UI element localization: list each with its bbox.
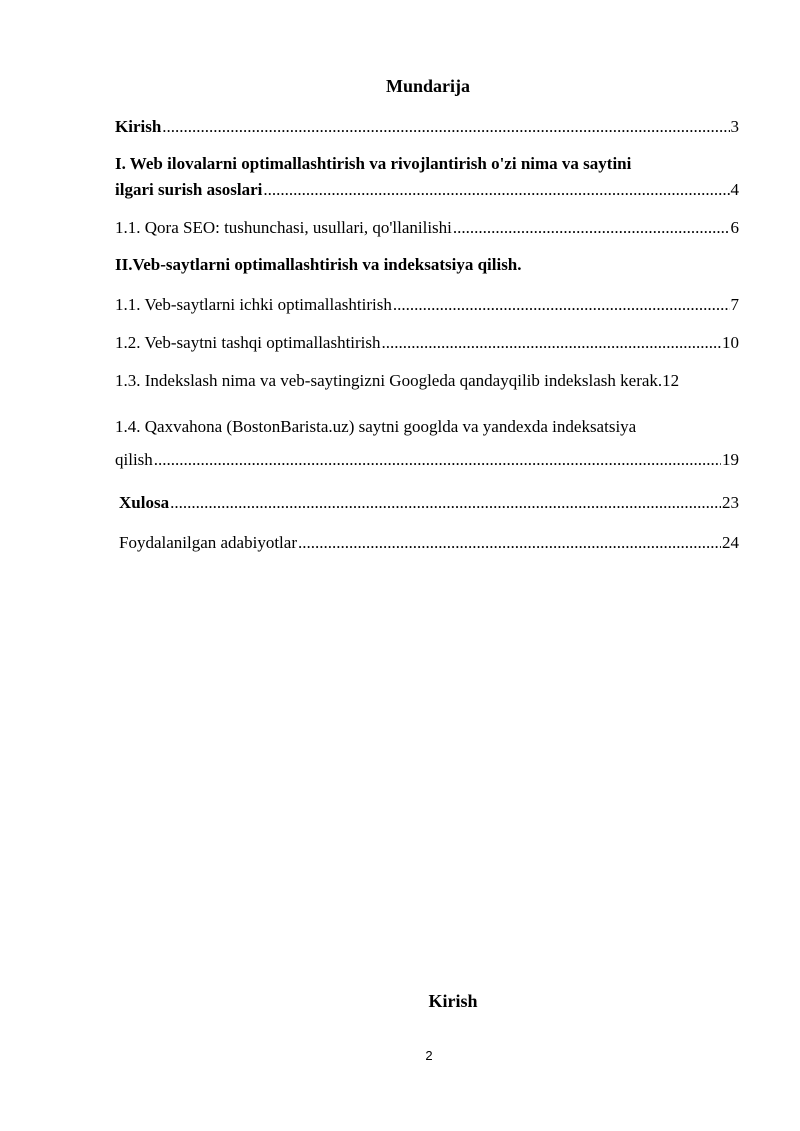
toc-entry-page: 23: [722, 493, 739, 512]
toc-entry-chapter-1-line2[interactable]: [115, 179, 739, 201]
toc-entry-2-4-qaxvahona-line2[interactable]: [115, 449, 739, 471]
toc-entry-page: 24: [722, 533, 739, 552]
page-number: 2: [425, 1048, 433, 1063]
toc-leader-dots: [298, 532, 721, 554]
toc-entry-label: 1.1. Qora SEO: tushunchasi, usullari, qo'llanilishi: [115, 218, 452, 237]
toc-entry-label: 1.1. Veb-saytlarni ichki optimallashtirish: [115, 295, 392, 314]
toc-leader-dots: [453, 217, 730, 239]
toc-entry-2-1-ichki[interactable]: [115, 294, 739, 316]
toc-entry-page: 19: [722, 450, 739, 469]
toc-entry-xulosa[interactable]: [119, 492, 739, 514]
toc-entry-label: 1.3. Indekslash nima va veb-saytingizni Googleda qandayqilib indekslash kerak.: [115, 371, 663, 390]
toc-leader-dots: [162, 116, 729, 138]
toc-entry-chapter-1-line1[interactable]: [115, 153, 739, 175]
toc-entry-page: 3: [730, 117, 739, 136]
toc-entry-label: Xulosa: [119, 493, 170, 512]
toc-leader-dots: [154, 449, 721, 471]
toc-entry-2-4-qaxvahona-line1[interactable]: [115, 416, 739, 438]
toc-entry-page: 7: [730, 295, 739, 314]
toc-entry-chapter-2[interactable]: II.Veb-saytlarni optimallashtirish va indeksatsiya qilish.: [115, 255, 522, 274]
section-heading-kirish: Kirish: [428, 991, 478, 1011]
toc-entry-2-2-tashqi[interactable]: [115, 332, 739, 354]
toc-leader-dots: [263, 179, 729, 201]
toc-entry-page: 6: [730, 218, 739, 237]
toc-leader-dots: [382, 332, 721, 354]
toc-entry-label: qilish: [115, 450, 153, 469]
toc-entry-label: ilgari surish asoslari: [115, 180, 263, 199]
toc-entry-label: 1.4. Qaxvahona (BostonBarista.uz) saytni googlda va yandexda indeksatsiya: [115, 417, 637, 436]
toc-entry-page: 12: [662, 371, 680, 390]
toc-entry-page: 4: [730, 180, 739, 199]
toc-entry-page: 10: [722, 333, 739, 352]
toc-entry-2-3-indekslash[interactable]: [115, 370, 739, 392]
toc-leader-dots: [170, 492, 721, 514]
toc-title: Mundarija: [385, 76, 470, 96]
toc-entry-adabiyotlar[interactable]: [119, 532, 739, 554]
toc-entry-label: I. Web ilovalarni optimallashtirish va rivojlantirish o'zi nima va saytini: [115, 154, 632, 173]
toc-entry-label: Foydalanilgan adabiyotlar: [119, 533, 297, 552]
toc-entry-1-1-qora-seo[interactable]: [115, 217, 739, 239]
toc-entry-label: Kirish: [115, 117, 162, 136]
toc-leader-dots: [393, 294, 730, 316]
toc-entry-kirish[interactable]: [115, 116, 739, 138]
toc-entry-label: 1.2. Veb-saytni tashqi optimallashtirish: [115, 333, 381, 352]
